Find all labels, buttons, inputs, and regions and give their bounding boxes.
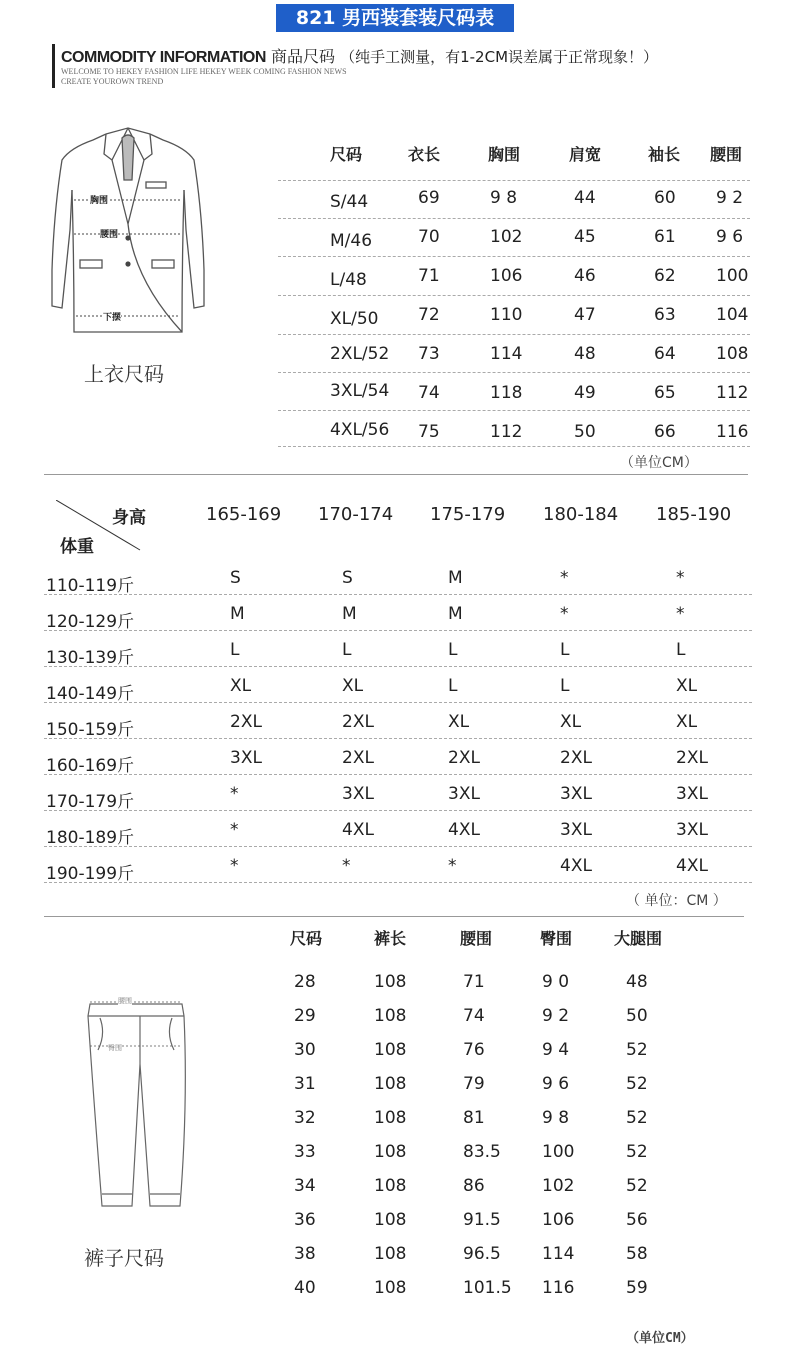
- jacket-size-cell: 2XL/52: [330, 344, 390, 364]
- fit-size-cell: 2XL: [560, 748, 592, 768]
- jacket-chest-cell: 102: [490, 227, 523, 247]
- jacket-chest-cell: 110: [490, 305, 523, 325]
- pants-hip-cell: 114: [542, 1244, 575, 1264]
- pants-thigh-cell: 52: [626, 1074, 648, 1094]
- weight-cell: 130-139斤: [46, 648, 135, 668]
- fit-size-cell: *: [676, 604, 685, 624]
- fit-size-cell: 4XL: [342, 820, 374, 840]
- jacket-shoulder-cell: 47: [574, 305, 596, 325]
- jacket-waist-cell: 104: [716, 305, 749, 325]
- fit-size-cell: *: [560, 604, 569, 624]
- pants-length-cell: 108: [374, 1074, 407, 1094]
- fit-size-cell: *: [560, 568, 569, 588]
- fit-size-cell: *: [230, 820, 239, 840]
- pants-size-cell: 28: [294, 972, 316, 992]
- table-row: [278, 266, 750, 290]
- pants-length-cell: 108: [374, 1244, 407, 1264]
- pants-thigh-cell: 52: [626, 1040, 648, 1060]
- table-row: [288, 1006, 708, 1030]
- table-row: [278, 188, 750, 212]
- pants-header-cell: 大腿围: [614, 929, 663, 948]
- fit-unit-note: （ 单位：CM ）: [626, 893, 727, 909]
- jacket-header-cell: 袖长: [648, 145, 681, 164]
- height-header-cell: 165-169: [206, 504, 282, 525]
- weight-cell: 140-149斤: [46, 684, 135, 704]
- pants-header-cell: 裤长: [374, 929, 407, 948]
- jacket-sleeve-cell: 65: [654, 383, 676, 403]
- fit-size-cell: 4XL: [560, 856, 592, 876]
- fit-size-cell: 2XL: [342, 748, 374, 768]
- fit-size-cell: L: [560, 640, 570, 660]
- table-row: [288, 1278, 708, 1302]
- jacket-sleeve-cell: 61: [654, 227, 676, 247]
- fit-size-cell: XL: [230, 676, 252, 696]
- pants-hip-cell: 102: [542, 1176, 575, 1196]
- pants-hip-cell: 9 0: [542, 972, 570, 992]
- fit-size-cell: 3XL: [230, 748, 262, 768]
- jacket-sleeve-cell: 60: [654, 188, 676, 208]
- fit-size-cell: M: [448, 568, 463, 588]
- fit-size-cell: 3XL: [560, 820, 592, 840]
- jacket-sleeve-cell: 66: [654, 422, 676, 442]
- fit-size-cell: L: [230, 640, 240, 660]
- pants-waist-cell: 91.5: [463, 1210, 501, 1230]
- table-row: [288, 1176, 708, 1200]
- pants-header-cell: 尺码: [290, 929, 323, 948]
- jacket-size-cell: L/48: [330, 270, 367, 290]
- pants-hip-cell: 9 2: [542, 1006, 570, 1026]
- weight-cell: 190-199斤: [46, 864, 135, 884]
- pants-size-cell: 40: [294, 1278, 316, 1298]
- jacket-divider: [278, 410, 750, 411]
- header-subtitle-1: WELCOME TO HEKEY FASHION LIFE HEKEY WEEK COMING FASHION NEWS: [61, 67, 347, 76]
- jacket-size-table: [278, 0, 750, 470]
- fit-divider: [44, 882, 752, 883]
- pants-length-cell: 108: [374, 1006, 407, 1026]
- weight-label: 体重: [60, 537, 94, 557]
- jacket-chest-cell: 9 8: [490, 188, 518, 208]
- jacket-waist-cell: 112: [716, 383, 749, 403]
- table-row: [288, 1040, 708, 1064]
- pants-length-cell: 108: [374, 1176, 407, 1196]
- table-row: [278, 305, 750, 329]
- table-row: [288, 1142, 708, 1166]
- pants-waist-cell: 83.5: [463, 1142, 501, 1162]
- fit-size-cell: 2XL: [448, 748, 480, 768]
- pants-size-cell: 30: [294, 1040, 316, 1060]
- fit-size-cell: 2XL: [676, 748, 708, 768]
- jacket-header-cell: 腰围: [710, 145, 743, 164]
- fit-size-cell: XL: [448, 712, 470, 732]
- pants-waist-cell: 86: [463, 1176, 485, 1196]
- header-title-cn: 商品尺码: [270, 47, 335, 66]
- jacket-shoulder-cell: 49: [574, 383, 596, 403]
- fit-size-cell: L: [448, 640, 458, 660]
- pants-size-cell: 31: [294, 1074, 316, 1094]
- jacket-shoulder-cell: 46: [574, 266, 596, 286]
- fit-size-cell: XL: [676, 676, 698, 696]
- pants-length-cell: 108: [374, 1278, 407, 1298]
- fit-size-cell: 3XL: [342, 784, 374, 804]
- section-divider: [44, 916, 744, 917]
- table-row: [278, 383, 750, 407]
- fit-size-cell: *: [676, 568, 685, 588]
- table-row: [44, 784, 752, 810]
- fit-divider: [44, 594, 752, 595]
- fit-size-cell: 4XL: [676, 856, 708, 876]
- fit-size-cell: L: [676, 640, 686, 660]
- pants-unit-note: （单位CM）: [626, 1331, 694, 1346]
- jacket-waist-cell: 9 2: [716, 188, 744, 208]
- fit-divider: [44, 702, 752, 703]
- fit-divider: [44, 846, 752, 847]
- table-row: [288, 972, 708, 996]
- weight-cell: 110-119斤: [46, 576, 135, 596]
- weight-cell: 180-189斤: [46, 828, 135, 848]
- table-row: [288, 1074, 708, 1098]
- fit-size-cell: S: [230, 568, 241, 588]
- jacket-header-cell: 胸围: [488, 145, 521, 164]
- pants-waist-cell: 96.5: [463, 1244, 501, 1264]
- jacket-length-cell: 69: [418, 188, 440, 208]
- jacket-divider: [278, 334, 750, 335]
- jacket-length-cell: 73: [418, 344, 440, 364]
- pants-hip-cell: 9 6: [542, 1074, 570, 1094]
- jacket-size-cell: M/46: [330, 231, 373, 251]
- header-title-en: COMMODITY INFORMATION: [61, 49, 266, 66]
- fit-size-cell: L: [448, 676, 458, 696]
- pants-hip-cell: 9 8: [542, 1108, 570, 1128]
- pants-size-cell: 33: [294, 1142, 316, 1162]
- header-note: （纯手工测量，有1-2CM误差属于正常现象！）: [340, 48, 659, 66]
- jacket-divider: [278, 256, 750, 257]
- fit-size-cell: 3XL: [560, 784, 592, 804]
- fit-divider: [44, 774, 752, 775]
- jacket-sleeve-cell: 62: [654, 266, 676, 286]
- fit-size-cell: 3XL: [448, 784, 480, 804]
- jacket-chest-cell: 112: [490, 422, 523, 442]
- fit-size-cell: *: [342, 856, 351, 876]
- pants-size-table: [288, 926, 708, 1306]
- pants-header-cell: 臀围: [540, 929, 573, 948]
- title-banner: 821 男西装套装尺码表: [276, 4, 514, 32]
- fit-size-cell: L: [342, 640, 352, 660]
- table-row: [288, 1108, 708, 1132]
- jacket-divider: [278, 446, 750, 447]
- fit-size-cell: 3XL: [676, 784, 708, 804]
- table-row: [288, 1244, 708, 1268]
- pants-length-cell: 108: [374, 1142, 407, 1162]
- fit-size-cell: XL: [342, 676, 364, 696]
- fit-size-cell: 2XL: [342, 712, 374, 732]
- pants-length-cell: 108: [374, 972, 407, 992]
- weight-cell: 120-129斤: [46, 612, 135, 632]
- jacket-length-cell: 71: [418, 266, 440, 286]
- fit-divider: [44, 738, 752, 739]
- jacket-divider: [278, 218, 750, 219]
- jacket-header-row: [278, 142, 750, 164]
- table-row: [44, 748, 752, 774]
- pants-thigh-cell: 59: [626, 1278, 648, 1298]
- fit-divider: [44, 810, 752, 811]
- pants-size-cell: 38: [294, 1244, 316, 1264]
- jacket-label-waist: 腰围: [100, 227, 118, 240]
- jacket-shoulder-cell: 44: [574, 188, 596, 208]
- header-subtitle-2: CREATE YOUROWN TREND: [61, 77, 164, 86]
- jacket-header-cell: 肩宽: [569, 145, 602, 164]
- table-row: [288, 1210, 708, 1234]
- weight-cell: 160-169斤: [46, 756, 135, 776]
- jacket-header-cell: 尺码: [330, 145, 363, 164]
- pants-hip-cell: 116: [542, 1278, 575, 1298]
- pants-thigh-cell: 58: [626, 1244, 648, 1264]
- pants-size-cell: 32: [294, 1108, 316, 1128]
- pants-label-waist: 腰围: [118, 997, 132, 1005]
- pants-thigh-cell: 52: [626, 1108, 648, 1128]
- jacket-caption: 上衣尺码: [84, 362, 164, 386]
- fit-size-cell: M: [448, 604, 463, 624]
- pants-length-cell: 108: [374, 1040, 407, 1060]
- pants-length-cell: 108: [374, 1210, 407, 1230]
- pants-thigh-cell: 52: [626, 1176, 648, 1196]
- pants-size-cell: 36: [294, 1210, 316, 1230]
- height-header-cell: 180-184: [543, 504, 619, 525]
- jacket-chest-cell: 114: [490, 344, 523, 364]
- pants-waist-cell: 74: [463, 1006, 485, 1026]
- jacket-length-cell: 72: [418, 305, 440, 325]
- pants-thigh-cell: 50: [626, 1006, 648, 1026]
- table-row: [44, 568, 752, 594]
- fit-size-cell: M: [230, 604, 245, 624]
- table-row: [44, 604, 752, 630]
- jacket-chest-cell: 118: [490, 383, 523, 403]
- table-row: [44, 856, 752, 882]
- pants-header-row: [288, 926, 708, 948]
- fit-divider: [44, 630, 752, 631]
- fit-divider: [44, 666, 752, 667]
- jacket-length-cell: 74: [418, 383, 440, 403]
- pants-waist-cell: 76: [463, 1040, 485, 1060]
- jacket-shoulder-cell: 48: [574, 344, 596, 364]
- table-row: [44, 712, 752, 738]
- pants-waist-cell: 81: [463, 1108, 485, 1128]
- pants-size-cell: 34: [294, 1176, 316, 1196]
- jacket-waist-cell: 100: [716, 266, 749, 286]
- jacket-divider: [278, 180, 750, 181]
- weight-cell: 170-179斤: [46, 792, 135, 812]
- height-header-cell: 185-190: [656, 504, 732, 525]
- weight-cell: 150-159斤: [46, 720, 135, 740]
- table-row: [278, 227, 750, 251]
- jacket-unit-note: （单位CM）: [620, 455, 698, 471]
- fit-size-cell: *: [230, 856, 239, 876]
- pants-thigh-cell: 56: [626, 1210, 648, 1230]
- pants-hip-cell: 100: [542, 1142, 575, 1162]
- pants-hip-cell: 106: [542, 1210, 575, 1230]
- pants-waist-cell: 79: [463, 1074, 485, 1094]
- fit-size-cell: S: [342, 568, 353, 588]
- fit-size-cell: L: [560, 676, 570, 696]
- jacket-illustration: [48, 120, 208, 340]
- jacket-label-chest: 胸围: [90, 193, 108, 206]
- fit-size-cell: 2XL: [230, 712, 262, 732]
- table-row: [278, 422, 750, 446]
- jacket-sleeve-cell: 64: [654, 344, 676, 364]
- table-row: [278, 344, 750, 368]
- pants-caption: 裤子尺码: [84, 1246, 164, 1270]
- fit-size-cell: M: [342, 604, 357, 624]
- fit-size-cell: 4XL: [448, 820, 480, 840]
- jacket-size-cell: S/44: [330, 192, 369, 212]
- pants-size-cell: 29: [294, 1006, 316, 1026]
- pants-waist-cell: 101.5: [463, 1278, 512, 1298]
- height-header-cell: 170-174: [318, 504, 394, 525]
- table-row: [44, 820, 752, 846]
- jacket-waist-cell: 108: [716, 344, 749, 364]
- fit-size-cell: 3XL: [676, 820, 708, 840]
- jacket-divider: [278, 295, 750, 296]
- pants-thigh-cell: 52: [626, 1142, 648, 1162]
- height-label: 身高: [112, 508, 146, 528]
- jacket-waist-cell: 116: [716, 422, 749, 442]
- fit-size-cell: *: [448, 856, 457, 876]
- pants-length-cell: 108: [374, 1108, 407, 1128]
- jacket-size-cell: XL/50: [330, 309, 379, 329]
- height-header-cell: 175-179: [430, 504, 506, 525]
- fit-size-cell: XL: [676, 712, 698, 732]
- pants-thigh-cell: 48: [626, 972, 648, 992]
- jacket-sleeve-cell: 63: [654, 305, 676, 325]
- table-row: [44, 676, 752, 702]
- jacket-shoulder-cell: 50: [574, 422, 596, 442]
- pants-waist-cell: 71: [463, 972, 485, 992]
- jacket-length-cell: 70: [418, 227, 440, 247]
- pants-illustration: [76, 994, 206, 1210]
- pants-header-cell: 腰围: [460, 929, 493, 948]
- jacket-header-cell: 衣长: [408, 145, 441, 164]
- section-divider: [44, 474, 748, 475]
- jacket-divider: [278, 372, 750, 373]
- jacket-label-hem: 下摆: [103, 310, 121, 323]
- jacket-size-cell: 4XL/56: [330, 420, 390, 440]
- pants-hip-cell: 9 4: [542, 1040, 570, 1060]
- jacket-waist-cell: 9 6: [716, 227, 744, 247]
- jacket-chest-cell: 106: [490, 266, 523, 286]
- jacket-length-cell: 75: [418, 422, 440, 442]
- table-row: [44, 640, 752, 666]
- fit-size-cell: *: [230, 784, 239, 804]
- fit-table: [44, 560, 752, 884]
- fit-size-cell: XL: [560, 712, 582, 732]
- jacket-shoulder-cell: 45: [574, 227, 596, 247]
- jacket-size-cell: 3XL/54: [330, 381, 390, 401]
- pants-label-hip: 臀围: [108, 1044, 122, 1052]
